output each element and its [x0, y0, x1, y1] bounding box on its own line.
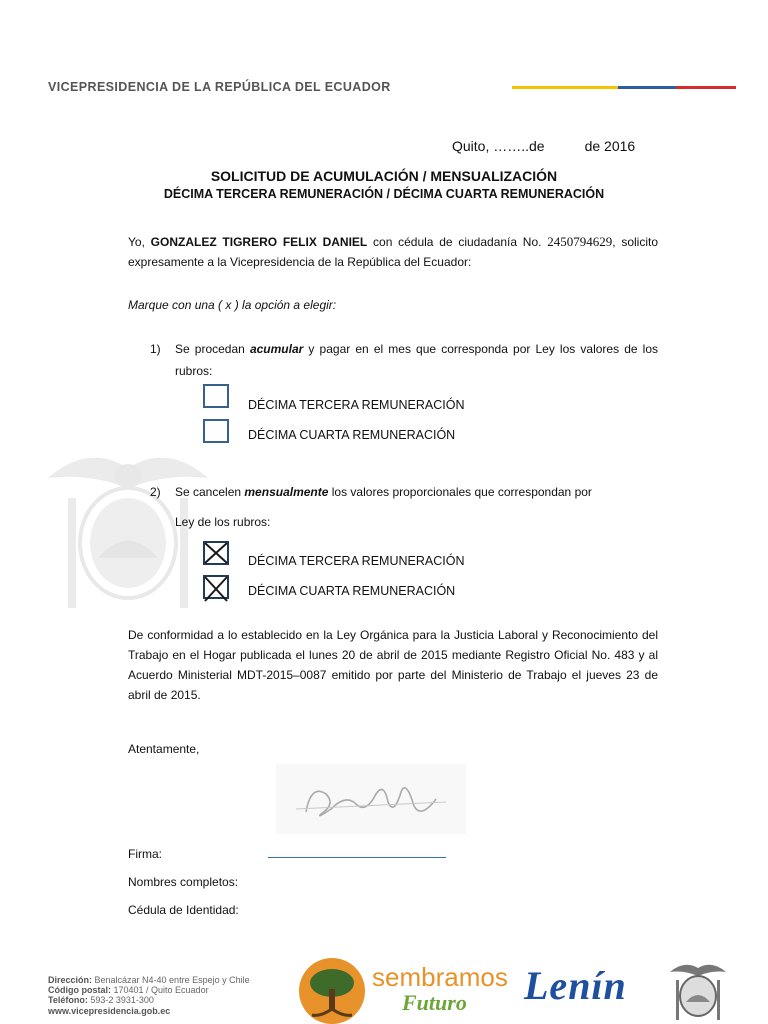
- date-year: de 2016: [584, 138, 636, 154]
- handwritten-signature: [276, 764, 466, 834]
- cedula-label: Cédula de Identidad:: [128, 903, 239, 917]
- option-2-emphasis: mensualmente: [244, 485, 329, 499]
- firma-label: Firma:: [128, 847, 162, 861]
- checkbox-option-1-decima-cuarta[interactable]: [203, 419, 229, 443]
- logo-lenin-text: Lenín: [524, 963, 627, 1008]
- institution-header: VICEPRESIDENCIA DE LA REPÚBLICA DEL ECUADOR: [48, 80, 391, 94]
- checkbox-option-1-decima-tercera[interactable]: [203, 384, 229, 408]
- document-title: SOLICITUD DE ACUMULACIÓN / MENSUALIZACIÓN: [210, 168, 558, 184]
- checkbox-option-2-decima-tercera[interactable]: [203, 541, 229, 565]
- option-1-emphasis: acumular: [249, 342, 304, 356]
- intro-paragraph: [128, 232, 658, 272]
- option-1-text-after: y pagar en el mes que corresponda por Ley los valores de los rubros:: [175, 342, 658, 378]
- footer-website: [48, 1006, 170, 1016]
- date-city: Quito, ……..de: [452, 138, 545, 154]
- document-subtitle: DÉCIMA TERCERA REMUNERACIÓN / DÉCIMA CUARTA REMUNERACIÓN: [163, 187, 605, 201]
- intro-middle: con cédula de ciudadanía No.: [367, 235, 548, 249]
- legal-paragraph: De conformidad a lo establecido en la Ley Orgánica para la Justicia Laboral y Reconocimiento del Trabajo en el Hogar publicada el lunes 20 de abril de 2015 mediante Registro Oficial No. 483 y al Acuerdo Ministerial MDT-2015–0087 emitido por parte del Ministerio de Trabajo el jueves 23 de abril de 2015.: [128, 628, 658, 702]
- checkbox-label: DÉCIMA CUARTA REMUNERACIÓN: [248, 584, 456, 598]
- option-2-text-before: Se cancelen: [175, 485, 245, 499]
- footer-postal: [48, 985, 209, 995]
- coat-of-arms-icon: [666, 958, 730, 1022]
- option-2-number: 2): [150, 485, 161, 499]
- intro-suffix: , solicito expresamente a la Vicepresidencia de la República del Ecuador:: [128, 235, 658, 269]
- check-x-icon: [203, 575, 229, 603]
- closing-text: Atentamente,: [128, 742, 200, 756]
- intro-prefix: Yo,: [128, 235, 151, 249]
- tree-logo-icon: [298, 957, 366, 1024]
- option-1-text-before: Se procedan: [175, 342, 250, 356]
- footer-website-link[interactable]: www.vicepresidencia.gob.ec: [48, 1006, 171, 1016]
- check-x-icon: [203, 541, 229, 565]
- date-line: [452, 138, 635, 154]
- flag-stripe-blue: [618, 86, 676, 89]
- footer-direccion-value: Benalcázar N4-40 entre Espejo y Chile: [92, 975, 250, 985]
- footer-telefono-value: 593-2 3931-300: [87, 995, 154, 1005]
- applicant-name: GONZALEZ TIGRERO FELIX DANIEL: [150, 235, 368, 249]
- applicant-cedula: 2450794629: [547, 234, 613, 249]
- footer-postal-value: 170401 / Quito Ecuador: [111, 985, 209, 995]
- option-1-number: 1): [150, 342, 161, 356]
- footer-direccion: [48, 975, 250, 985]
- flag-stripe-yellow: [512, 86, 618, 89]
- footer-direccion-label: Dirección:: [48, 975, 93, 985]
- footer-postal-label: Código postal:: [48, 985, 111, 995]
- checkbox-label: DÉCIMA TERCERA REMUNERACIÓN: [248, 554, 465, 568]
- option-2-text-after: los valores proporcionales que correspondan por: [328, 485, 592, 499]
- checkbox-label: DÉCIMA CUARTA REMUNERACIÓN: [248, 428, 456, 442]
- firma-line[interactable]: [268, 857, 446, 858]
- nombres-label: Nombres completos:: [128, 875, 239, 889]
- logo-sembramos-text: sembramos: [372, 962, 508, 992]
- option-2-text-line2: Ley de los rubros:: [175, 515, 271, 529]
- checkbox-label: DÉCIMA TERCERA REMUNERACIÓN: [248, 398, 465, 412]
- flag-stripe-red: [676, 86, 736, 89]
- option-2-text: [175, 481, 658, 503]
- footer-telefono-label: Teléfono:: [48, 995, 88, 1005]
- checkbox-option-2-decima-cuarta[interactable]: [203, 575, 229, 599]
- option-1-text: [175, 338, 658, 382]
- footer-telefono: [48, 995, 154, 1005]
- instruction-text: Marque con una ( x ) la opción a elegir:: [128, 298, 337, 312]
- logo-futuro-text: Futuro: [402, 990, 467, 1015]
